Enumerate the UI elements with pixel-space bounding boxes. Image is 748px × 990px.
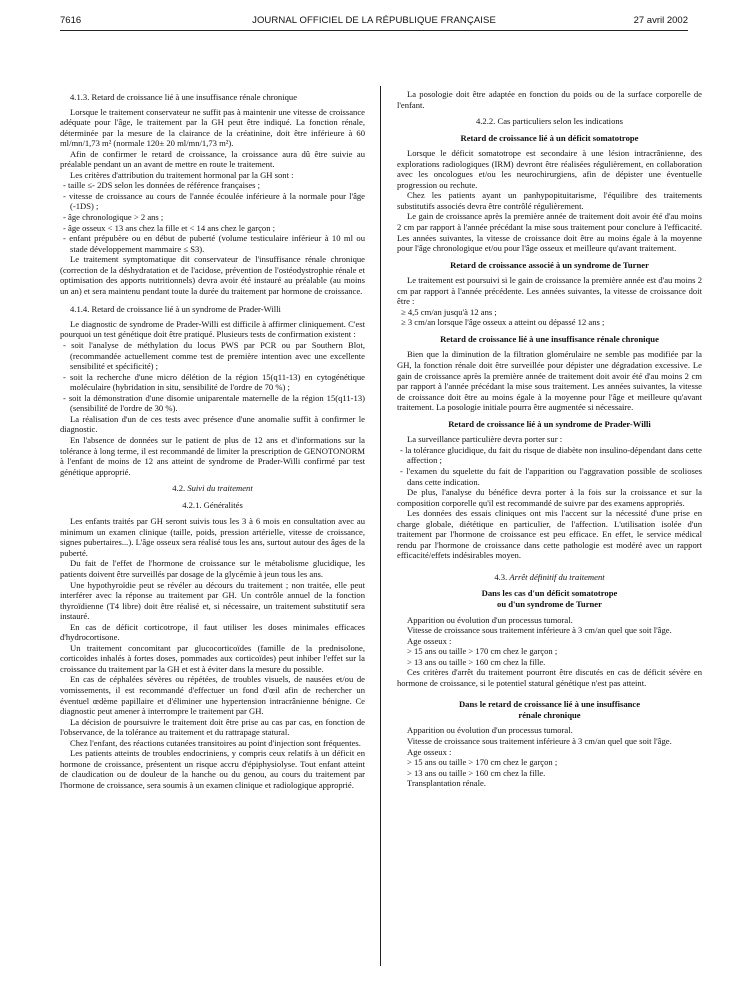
paragraph: En l'absence de données sur le patient de plus de 12 ans et d'informations sur la tolérance à long terme, il est recommandé de limiter la prescription de GENOTONORM à l'enfant de moins de 12 ans atteint de syndrome de Prader-Willi confirmé par test génétique approprié. [60,434,365,477]
paragraph: La surveillance particulière devra porter sur : [407,434,563,445]
paragraph: Un traitement concomitant par glucocorticoïdes (famille de la prednisolone, corticoïdes inhalés à fortes doses, pommades aux corticoïdes) peut inhiber l'effet sur la croissance du traitement par la GH et est à éviter dans la mesure du possible. [60,642,365,674]
paragraph: Les données des essais cliniques ont mis l'accent sur la nécessité d'une prise en charge globale, diététique en particulier, de l'affection. L'utilisation isolée d'un traitement par l'hormone de croissance est peu efficace. En effet, le service médical rendu par l'hormone de croissance dans cette pathologie est modéré avec un rapport efficacité/effets indésirables moyen. [397,508,702,561]
paragraph: Vitesse de croissance sous traitement inférieure à 3 cm/an quel que soit l'âge. [407,735,672,746]
list-item: - vitesse de croissance au cours de l'année écoulée inférieure à la normale pour l'âge (-1DS) ; [63,190,365,212]
paragraph: Lorsque le traitement conservateur ne suffit pas à maintenir une vitesse de croissance adéquate pour l'âge, le traitement par la GH peut être indiqué. La fonction rénale, déterminée par la mesure de la clairance de la créatinine, doit être inférieure à 60 ml/mn/1,73 m² (normale 120± 20 ml/mn/1,73 m²). [60,106,365,149]
paragraph: En cas de céphalées sévères ou répétées, de troubles visuels, de nausées et/ou de vomissements, il est recommandé d'effectuer un fond d'œil afin de rechercher un éventuel œdème papillaire et d'éliminer une hypertension intracrânienne bénigne. Ce diagnostic peut amener à interrompre le traitement par GH. [60,674,365,717]
paragraph: > 13 ans ou taille > 160 cm chez la fille. [407,656,546,667]
list-item: - âge chronologique > 2 ans ; [63,212,164,223]
paragraph: Bien que la diminution de la filtration glomérulaire ne semble pas modifiée par la GH, la fonction rénale doit être surveillée pour dépister une dégradation excessive. Le gain de croissance après la première année de traitement doit avoir été d'au moins 2 cm par rapport à l'année précédant la mise sous traitement. Les années suivantes, la vitesse de croissance doit être au moins égale à la moyenne pour l'âge et meilleure qu'avant traitement. La posologie initiale pourra être augmentée si nécessaire. [397,349,702,413]
paragraph: Du fait de l'effet de l'hormone de croissance sur le métabolisme glucidique, les patients doivent être surveillés par dosage de la glycémie à jeun tous les ans. [60,558,365,579]
section-title-4-1-4: 4.1.4. Retard de croissance lié à un syndrome de Prader-Willi [70,304,281,315]
list-item: - soit la démonstration d'une disomie uniparentale maternelle de la région 15(q11-13) (sensibilité de l'ordre de 30 %). [63,392,365,414]
paragraph: Afin de confirmer le retard de croissance, la croissance aura dû être suivie au préalable pendant un an avant de mettre en route le traitement. [60,148,365,170]
list-item: - âge osseux < 13 ans chez la fille et < 14 ans chez le garçon ; [63,222,276,233]
paragraph: Le traitement symptomatique dit conservateur de l'insuffisance rénale chronique (correction de la déshydratation et de l'acidose, prévention de l'ostéodystrophie rénale et optimisation des apports nutritionnels) devra avoir été instauré au préalable (au moins un an) et sera maintenu pendant toute la durée du traitement par hormone de croissance. [60,254,365,296]
page-header [60,13,688,29]
paragraph: > 15 ans ou taille > 170 cm chez le garçon ; [407,646,558,657]
subheading-arret-1: Dans les cas d'un déficit somatotrope [481,588,618,599]
list-item: ≥ 4,5 cm/an jusqu'à 12 ans ; [401,306,497,317]
section-title-4-1-3: 4.1.3. Retard de croissance lié à une insuffisance rénale chronique [70,92,298,102]
paragraph: Le diagnostic de syndrome de Prader-Willi est difficile à affirmer cliniquement. C'est pourquoi un test génétique doit être pratiqué. Plusieurs tests de confirmation existent : [60,318,365,340]
list-item: - soit l'analyse de méthylation du locus PWS par PCR ou par Southern Blot, (recommandée actuellement comme test de première intention avec une excellente sensibilité et spécificité) ; [63,340,365,372]
paragraph: Une hypothyroïdie peut se révéler au décours du traitement ; non traitée, elle peut interférer avec la réponse au traitement par GH. Un contrôle annuel de la fonction thyroïdienne (T4 libre) doit être réalisé et, si nécessaire, un traitement substitutif sera instauré. [60,579,365,622]
list-item: - taille ≤- 2DS selon les données de référence françaises ; [63,180,261,191]
paragraph: Ces critères d'arrêt du traitement pourront être discutés en cas de déficit sévère en hormone de croissance, si le potentiel statural génétique n'est pas atteint. [397,667,702,688]
paragraph: Chez l'enfant, des réactions cutanées transitoires au point d'injection sont fréquentes. [70,737,361,748]
subheading-arret-2b: rénale chronique [518,709,581,720]
paragraph: Age osseux : [407,746,452,757]
section-title-4-2-1: 4.2.1. Généralités [182,499,243,510]
journal-title: JOURNAL OFFICIEL DE LA RÉPUBLIQUE FRANÇAISE [252,15,496,26]
paragraph: La décision de poursuivre le traitement doit être prise au cas par cas, en fonction de l'observance, de la tolérance au traitement et du rattrapage statural. [60,716,365,738]
list-item: - la tolérance glucidique, du fait du risque de diabète non insulino-dépendant dans cette affection ; [400,444,702,466]
paragraph: > 13 ans ou taille > 160 cm chez la fille. [407,767,546,778]
paragraph: Apparition ou évolution d'un processus tumoral. [407,725,573,736]
section-number: 4.3. [494,571,508,582]
left-column [60,89,365,790]
list-item: - enfant prépubère ou en début de puberté (volume testiculaire inférieur à 10 ml ou stade développement mammaire ≤ S3). [63,233,365,254]
paragraph: > 15 ans ou taille > 170 cm chez le garçon ; [407,757,558,768]
header-rule [60,30,688,31]
column-divider [380,86,381,966]
right-column [397,89,702,789]
paragraph: Les patients atteints de troubles endocriniens, y compris ceux relatifs à un déficit en hormone de croissance, présentent un risque accru d'épiphysiolyse. Tout enfant atteint de claudication ou de douleur de la hanche ou du genou, au cours du traitement par l'hormone de croissance, sera soumis à un examen clinique et radiologique approprié. [60,748,365,790]
list-item: ≥ 3 cm/an lorsque l'âge osseux a atteint ou dépassé 12 ans ; [401,317,605,328]
paragraph: Chez les patients ayant un panhypopituitarisme, l'équilibre des traitements substitutifs associés devra être contrôlé régulièrement. [397,190,702,211]
surveillance-list [397,445,702,487]
page-number: 7616 [60,15,82,26]
paragraph: La posologie doit être adaptée en fonction du poids ou de la surface corporelle de l'enfant. [397,89,702,110]
paragraph: En cas de déficit corticotrope, il faut utiliser les doses minimales efficaces d'hydrocortisone. [60,621,365,643]
paragraph: Lorsque le déficit somatotrope est secondaire à une lésion intracrânienne, des explorations radiologiques (IRM) devront être réalisées régulièrement, en collaboration avec les oncologues et/ou les neurochirurgiens, afin de dépister une éventuelle progression ou rechute. [397,148,702,190]
paragraph: Le gain de croissance après la première année de traitement doit avoir été d'au moins 2 cm par rapport à l'année précédant la mise sous traitement pour conclure à l'efficacité. Les années suivantes, la vitesse de croissance doit être au moins égale à la moyenne pour l'âge chronologique et/ou pour l'âge osseux et meilleure qu'avant traitement. [397,211,702,254]
paragraph: De plus, l'analyse du bénéfice devra porter à la fois sur la croissance et sur la composition corporelle qu'il est recommandé de suivre par des examens appropriés. [397,487,702,508]
paragraph: La réalisation d'un de ces tests avec présence d'une anomalie suffit à confirmer le diagnostic. [60,413,365,435]
paragraph: Transplantation rénale. [407,778,486,789]
subheading-arret-1b: ou d'un syndrome de Turner [497,598,602,609]
subheading-irc: Retard de croissance lié à une insuffisance rénale chronique [440,333,659,344]
section-title-4-3 [397,572,702,583]
section-title-4-2 [60,483,365,494]
section-heading: Arrêt définitif du traitement [509,571,605,582]
section-heading: Suivi du traitement [187,483,253,494]
criteria-list [60,180,365,254]
paragraph: Apparition ou évolution d'un processus tumoral. [407,614,573,625]
publication-date: 27 avril 2002 [633,15,688,26]
tests-list [60,340,365,414]
section-title-4-2-2: 4.2.2. Cas particuliers selon les indications [475,116,624,127]
paragraph: Les critères d'attribution du traitement hormonal par la GH sont : [70,169,294,180]
list-item: - soit la recherche d'une micro délétion de la région 15(q11-13) en cytogénétique moléculaire (hybridation in situ, sensibilité de l'ordre de 70 %) ; [63,371,365,393]
subheading-prader-willi: Retard de croissance lié à un syndrome de Prader-Willi [448,418,651,429]
paragraph: Age osseux : [407,635,452,646]
subheading-arret-2: Dans le retard de croissance lié à une insuffisance [458,699,641,710]
list-item: - l'examen du squelette du fait de l'apparition ou l'aggravation possible de scolioses dans cette indication. [400,465,702,487]
paragraph: Les enfants traités par GH seront suivis tous les 3 à 6 mois en consultation avec au minimum un examen clinique (taille, poids, pression artérielle, vitesse de croissance, signes pubertaires...). L'âge osseux sera réalisé tous les ans, surtout autour des âges de la puberté. [60,516,365,558]
subheading-somatotrope: Retard de croissance lié à un déficit somatotrope [460,132,639,143]
paragraph: Le traitement est poursuivi si le gain de croissance la première année est d'au moins 2 cm par rapport à l'année précédente. Les années suivantes, la vitesse de croissance doit être : [397,275,702,307]
turner-list [397,307,702,328]
section-number: 4.2. [172,483,186,494]
subheading-turner: Retard de croissance associé à un syndrome de Turner [450,259,649,270]
paragraph: Vitesse de croissance sous traitement inférieure à 3 cm/an quel que soit l'âge. [407,625,672,636]
